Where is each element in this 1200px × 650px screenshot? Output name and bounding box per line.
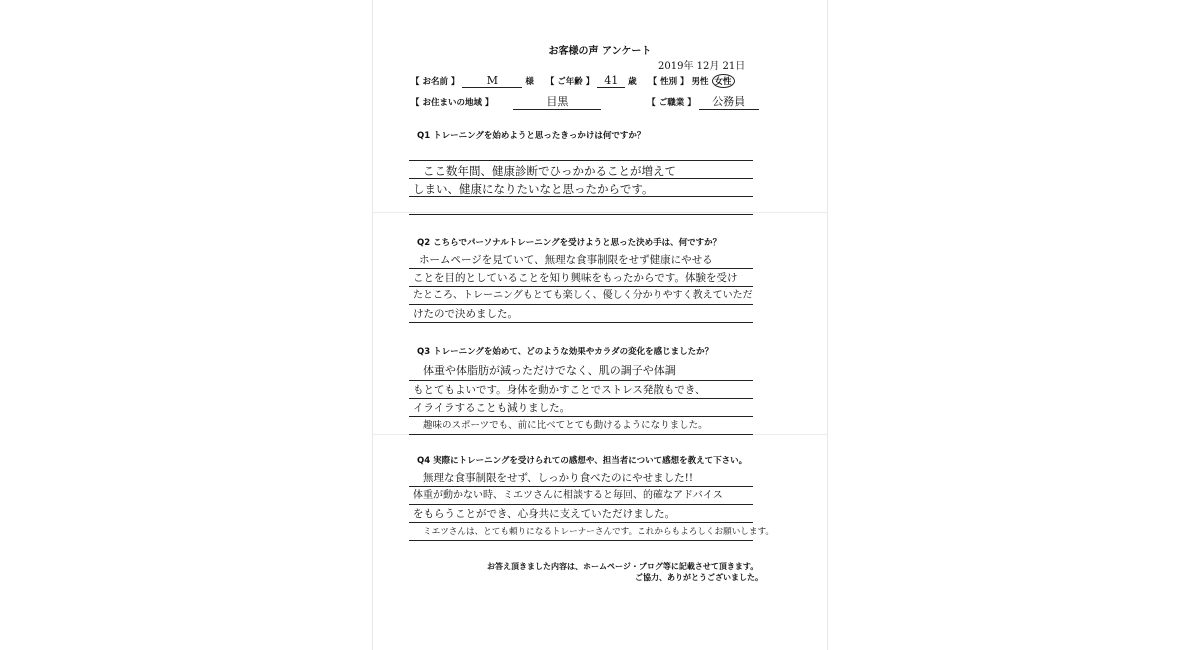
answer-line: [409, 178, 753, 179]
age-value: 41: [597, 74, 625, 88]
footer-thanks: ご協力、ありがとうございました。: [635, 573, 763, 582]
q2-answer-line-1: ホームページを見ていて、無理な食事制限をせず健康にやせる: [419, 254, 713, 266]
gender-female-circled: 女性: [712, 74, 735, 88]
answer-line: [409, 214, 753, 215]
answer-line: [409, 398, 753, 399]
answer-line: [409, 322, 753, 323]
gender-male: 男性: [691, 77, 709, 87]
profile-row-1: [411, 74, 735, 88]
q4-answer-line-4: ミエツさんは、とても頼りになるトレーナーさんです。これからもよろしくお願いします。: [423, 527, 774, 537]
answer-line: [409, 522, 753, 523]
answer-line: [409, 160, 753, 161]
q2-question: Q2 こちらでパーソナルトレーニングを受けようと思った決め手は、何ですか？: [417, 238, 722, 248]
answer-line: [409, 504, 753, 505]
answer-line: [409, 196, 753, 197]
answer-line: [409, 434, 753, 435]
q3-question: Q3 トレーニングを始めて、どのような効果やカラダの変化を感じましたか？: [417, 347, 714, 357]
q1-answer-line-1: ここ数年間、健康診断でひっかかることが増えて: [423, 164, 676, 178]
area-label: 【 お住まいの地域 】: [411, 98, 494, 108]
q3-answer-line-1: 体重や体脂肪が減っただけでなく、肌の調子や体調: [423, 364, 676, 377]
q4-answer-line-2: 体重が動かない時、ミエツさんに相談すると毎回、的確なアドバイス: [413, 490, 723, 501]
q4-question: Q4 実際にトレーニングを受けられての感想や、担当者について感想を教えて下さい。: [417, 456, 748, 466]
q3-answer-line-2: もとてもよいです。身体を動かすことでストレス発散もでき、: [413, 384, 706, 396]
answer-line: [409, 304, 753, 305]
name-label: 【 お名前 】: [411, 77, 460, 87]
job-value: 公務員: [699, 93, 759, 110]
name-suffix: 様: [525, 77, 534, 87]
answer-line: [409, 486, 753, 487]
answer-line: [409, 416, 753, 417]
q1-question: Q1 トレーニングを始めようと思ったきっかけは何ですか？: [417, 131, 646, 141]
answer-line: [409, 286, 753, 287]
age-suffix: 歳: [628, 77, 637, 87]
q4-answer-line-3: をもらうことができ、心身共に支えていただけました。: [413, 508, 676, 520]
q2-answer-line-4: けたので決めました。: [413, 308, 518, 320]
answer-line: [409, 268, 753, 269]
q4-answer-line-1: 無理な食事制限をせず、しっかり食べたのにやせました!!: [423, 472, 694, 484]
footer-note: お答え頂きました内容は、ホームページ・ブログ等に記載させて頂きます。: [487, 562, 759, 571]
q3-answer-line-3: イライラすることも減りました。: [413, 402, 571, 414]
q2-answer-line-3: たところ、トレーニングもとても楽しく、優しく分かりやすく教えていただ: [413, 290, 753, 301]
profile-row-2: [411, 93, 759, 110]
fold-line: [373, 212, 827, 213]
answer-line: [409, 540, 753, 541]
answer-line: [409, 380, 753, 381]
survey-date: 2019年 12月 21日: [658, 61, 746, 72]
q3-answer-line-4: 趣味のスポーツでも、前に比べてとても動けるようになりました。: [423, 420, 708, 431]
gender-label: 【 性別 】: [648, 77, 689, 87]
q2-answer-line-2: ことを目的としていることを知り興味をもったからです。体験を受け: [413, 272, 738, 284]
name-value: M: [462, 74, 522, 88]
area-value: 目黒: [513, 93, 601, 110]
age-label: 【 ご年齢 】: [545, 77, 595, 87]
job-label: 【 ご職業 】: [647, 98, 696, 108]
survey-title: お客様の声 アンケート: [548, 46, 652, 57]
q1-answer-line-2: しまい、健康になりたいなと思ったからです。: [413, 182, 654, 196]
survey-sheet: [372, 0, 828, 650]
